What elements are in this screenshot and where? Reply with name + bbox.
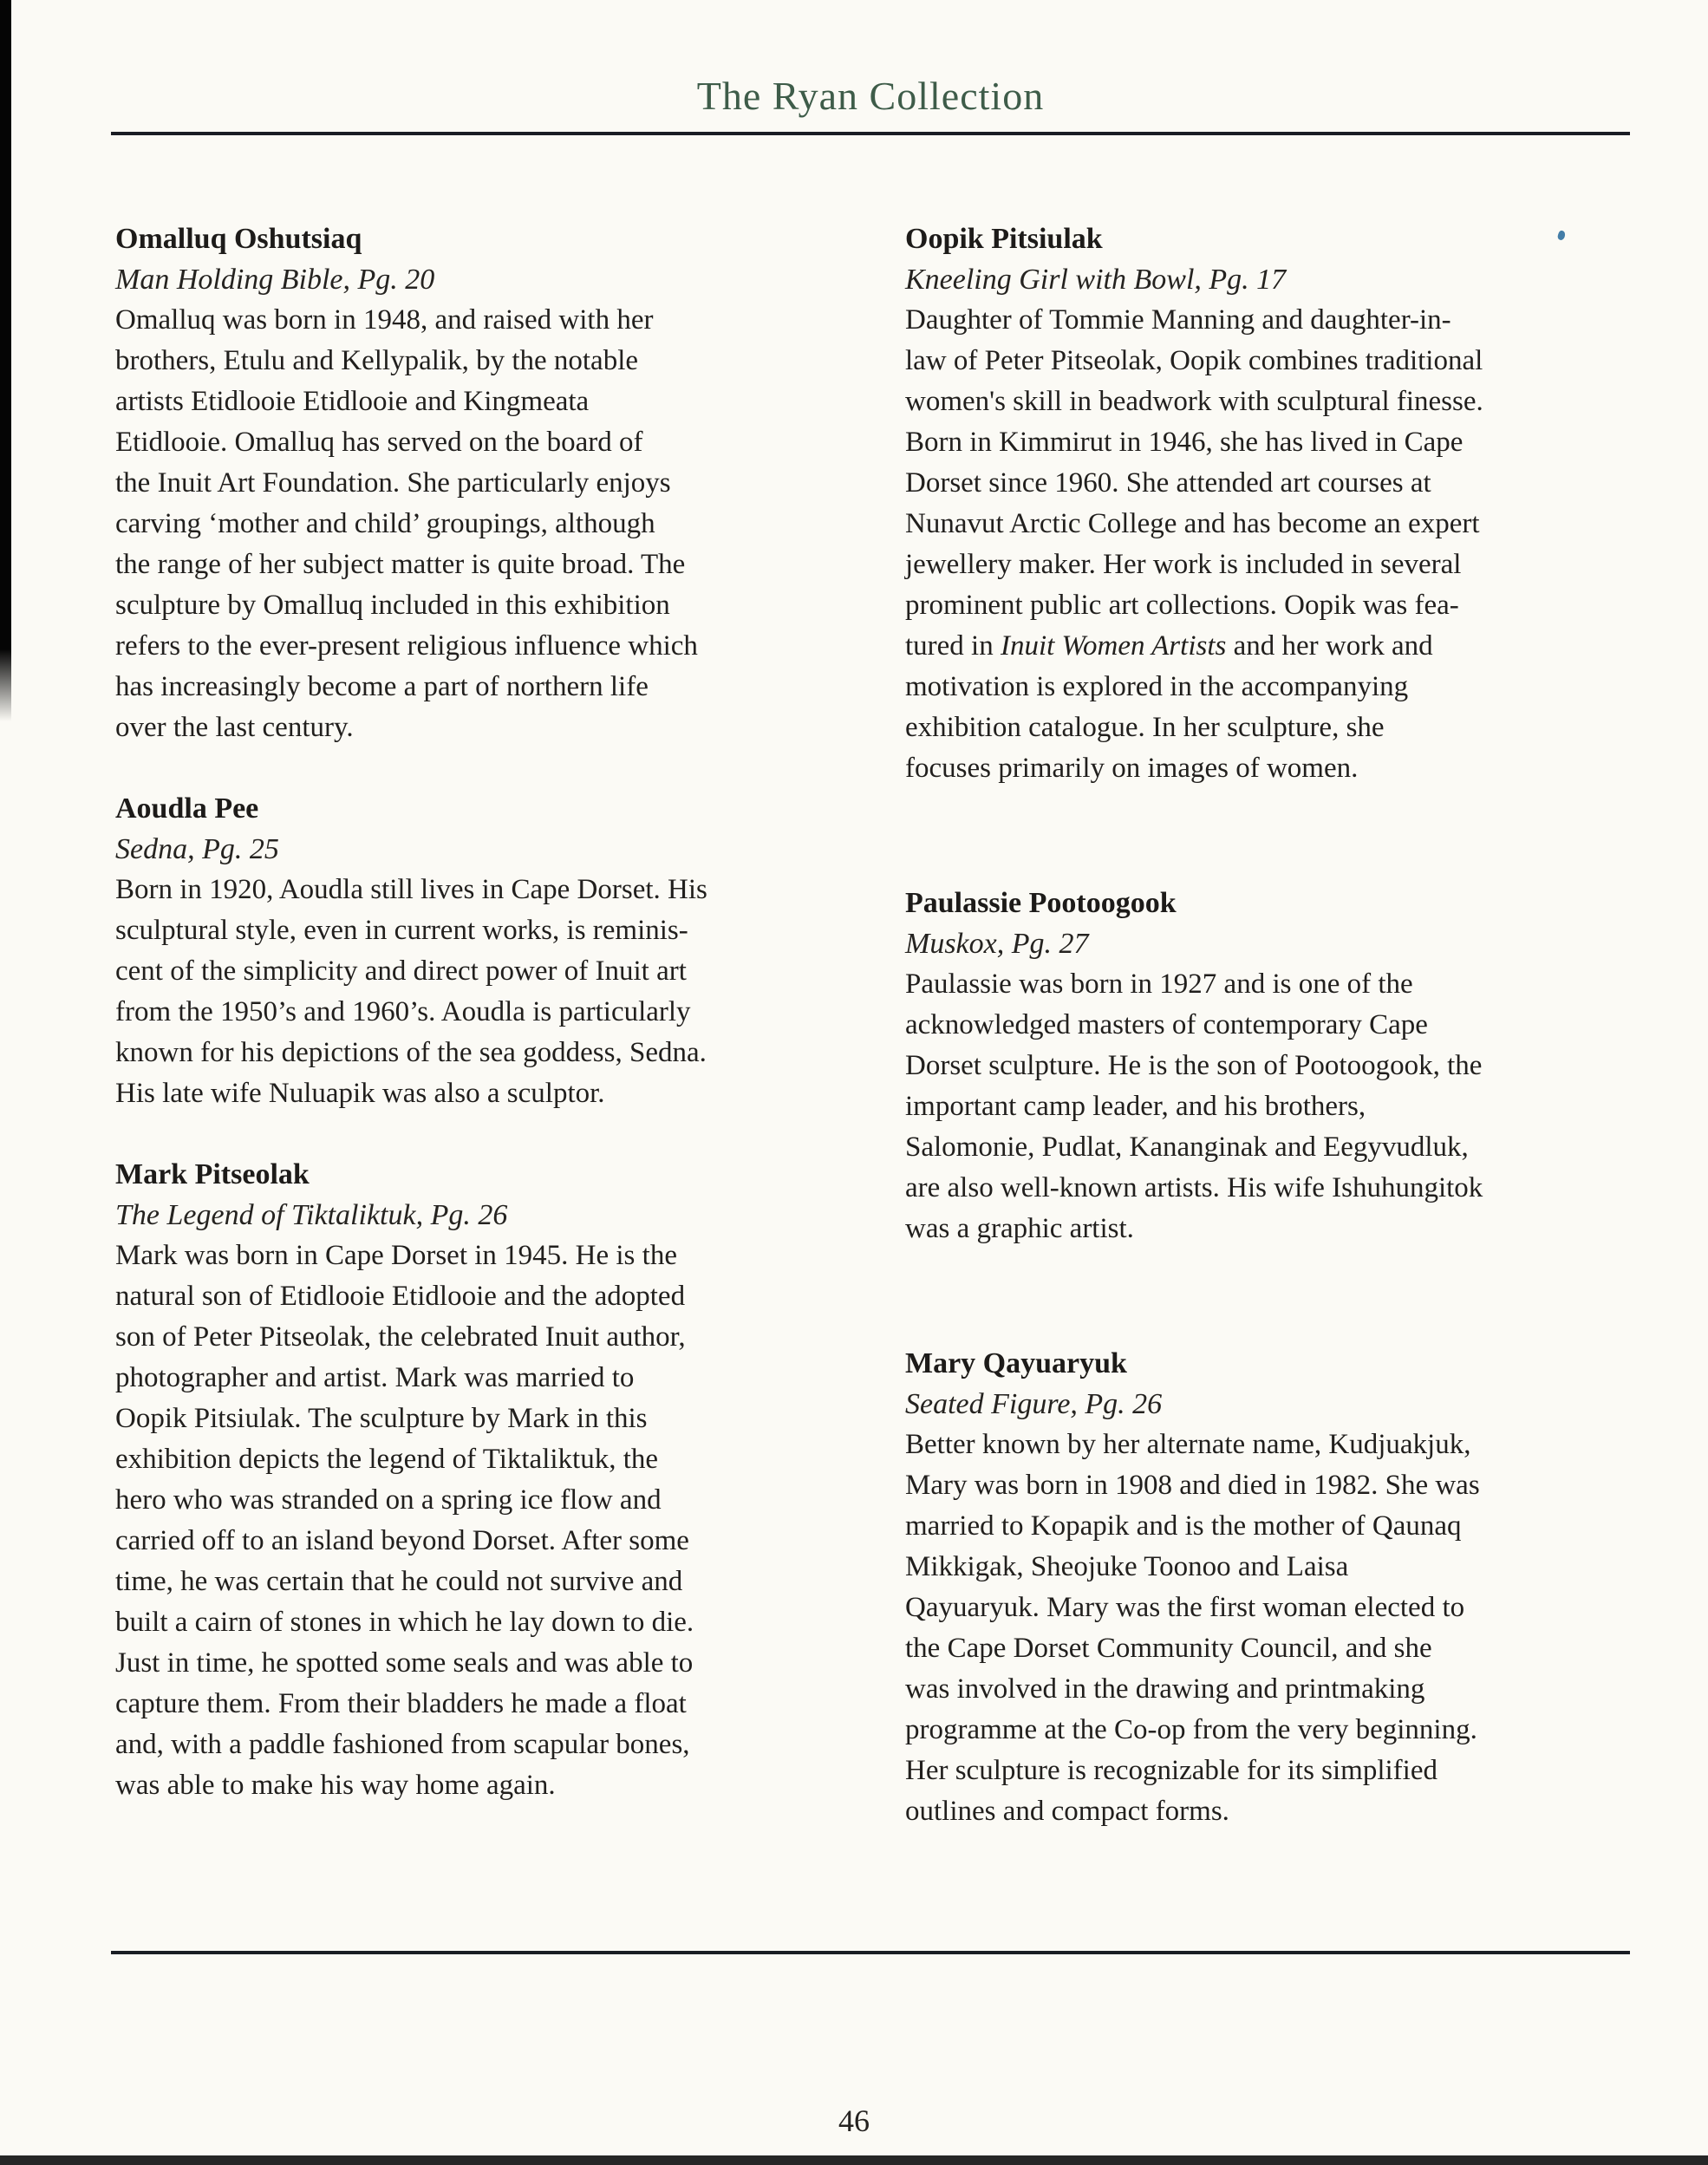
scan-edge-bottom bbox=[0, 2155, 1708, 2165]
work-title: Seated Figure, Pg. 26 bbox=[905, 1388, 1163, 1420]
bio-text: Paulassie was born in 1927 and is one of the acknowledged masters of contemporary Cape Dorset sculpture. He is the son of Pootoogook, the important camp leader, and his brothers, Salomonie, Pudlat, Kananginak and Eegyvudluk, are also well-known artists. His wife Ishuhungitok was a graphic artist. bbox=[905, 968, 1483, 1244]
artist-bio bbox=[905, 1343, 1629, 1832]
work-title: Sedna, Pg. 25 bbox=[115, 833, 279, 865]
italic-title-reference: Inuit Women Artists bbox=[1000, 630, 1227, 662]
page-number: 46 bbox=[838, 2103, 870, 2138]
right-column bbox=[905, 218, 1629, 1832]
artist-name: Paulassie Pootoogook bbox=[905, 887, 1177, 919]
artist-name: Mark Pitseolak bbox=[115, 1158, 310, 1190]
work-title: Man Holding Bible, Pg. 20 bbox=[115, 264, 435, 296]
work-title: The Legend of Tiktaliktuk, Pg. 26 bbox=[115, 1199, 508, 1231]
bio-text: Mark was born in Cape Dorset in 1945. He is the natural son of Etidlooie Etidlooie and the adopted son of Peter Pitseolak, the celebrated Inuit author, photographer and artist. Mark was married to Oopik Pitsiulak. The sculpture by Mark in this exhibition depicts the legend of Tiktaliktuk, the hero who was stranded on a spring ice flow and carried off to an island beyond Dorset. After some time, he was certain that he could not survive and built a cairn of stones in which he lay down to die. Just in time, he spotted some seals and was able to capture them. From their bladders he made a float and, with a paddle fashioned from scapular bones, was able to make his way home again. bbox=[115, 1240, 694, 1801]
work-title: Kneeling Girl with Bowl, Pg. 17 bbox=[905, 264, 1287, 296]
header-rule bbox=[111, 132, 1630, 135]
bio-text: Born in 1920, Aoudla still lives in Cape Dorset. His sculptural style, even in current works, is reminis- cent of the simplicity and direct power of Inuit art from the 1950’s and 1960’s. Aoudla is particularly known for his depictions of the sea goddess, Sedna. His late wife Nuluapik was also a sculptor. bbox=[115, 874, 707, 1109]
artist-bio bbox=[905, 883, 1629, 1249]
bio-text: Better known by her alternate name, Kudjuakjuk, Mary was born in 1908 and died in 1982. She was married to Kopapik and is the mother of Qaunaq Mikkigak, Sheojuke Toonoo and Laisa Qayuaryuk. Mary was the first woman elected to the Cape Dorset Community Council, and she was involved in the drawing and printmaking programme at the Co-op from the very beginning. Her sculpture is recognizable for its simplified outlines and compact forms. bbox=[905, 1429, 1480, 1827]
bio-text: Omalluq was born in 1948, and raised with her brothers, Etulu and Kellypalik, by the notable artists Etidlooie Etidlooie and Kingmeata Etidlooie. Omalluq has served on the board of the Inuit Art Foundation. She particularly enjoys carving ‘mother and child’ groupings, although the range of her subject matter is quite broad. The sculpture by Omalluq included in this exhibition refers to the ever-present religious influence which has increasingly become a part of northern life over the last century. bbox=[115, 304, 698, 743]
artist-bio bbox=[115, 788, 839, 1114]
artist-name: Oopik Pitsiulak bbox=[905, 223, 1103, 255]
left-column bbox=[115, 218, 839, 1832]
page-title: The Ryan Collection bbox=[696, 74, 1045, 118]
artist-name: Aoudla Pee bbox=[115, 792, 259, 825]
artist-name: Omalluq Oshutsiaq bbox=[115, 223, 362, 255]
artist-bio bbox=[115, 218, 839, 748]
artist-bio bbox=[905, 218, 1629, 789]
work-title: Muskox, Pg. 27 bbox=[905, 928, 1089, 960]
two-column-text bbox=[115, 218, 1630, 1832]
artist-name: Mary Qayuaryuk bbox=[905, 1347, 1127, 1379]
footer-rule bbox=[111, 1951, 1630, 1954]
scan-edge-left bbox=[0, 0, 11, 721]
bio-text: Daughter of Tommie Manning and daughter-in- law of Peter Pitseolak, Oopik combines traditional women's skill in beadwork with sculptural finesse. Born in Kimmirut in 1946, she has lived in Cape Dorset since 1960. She attended art courses at Nunavut Arctic College and has become an expert jewellery maker. Her work is included in several prominent public art collections. Oopik was fea- tured in Inuit Women Artists and her work and motivation is explored in the accompanying exhibition catalogue. In her sculpture, she focuses primarily on images of women. bbox=[905, 304, 1483, 784]
artist-bio bbox=[115, 1154, 839, 1806]
